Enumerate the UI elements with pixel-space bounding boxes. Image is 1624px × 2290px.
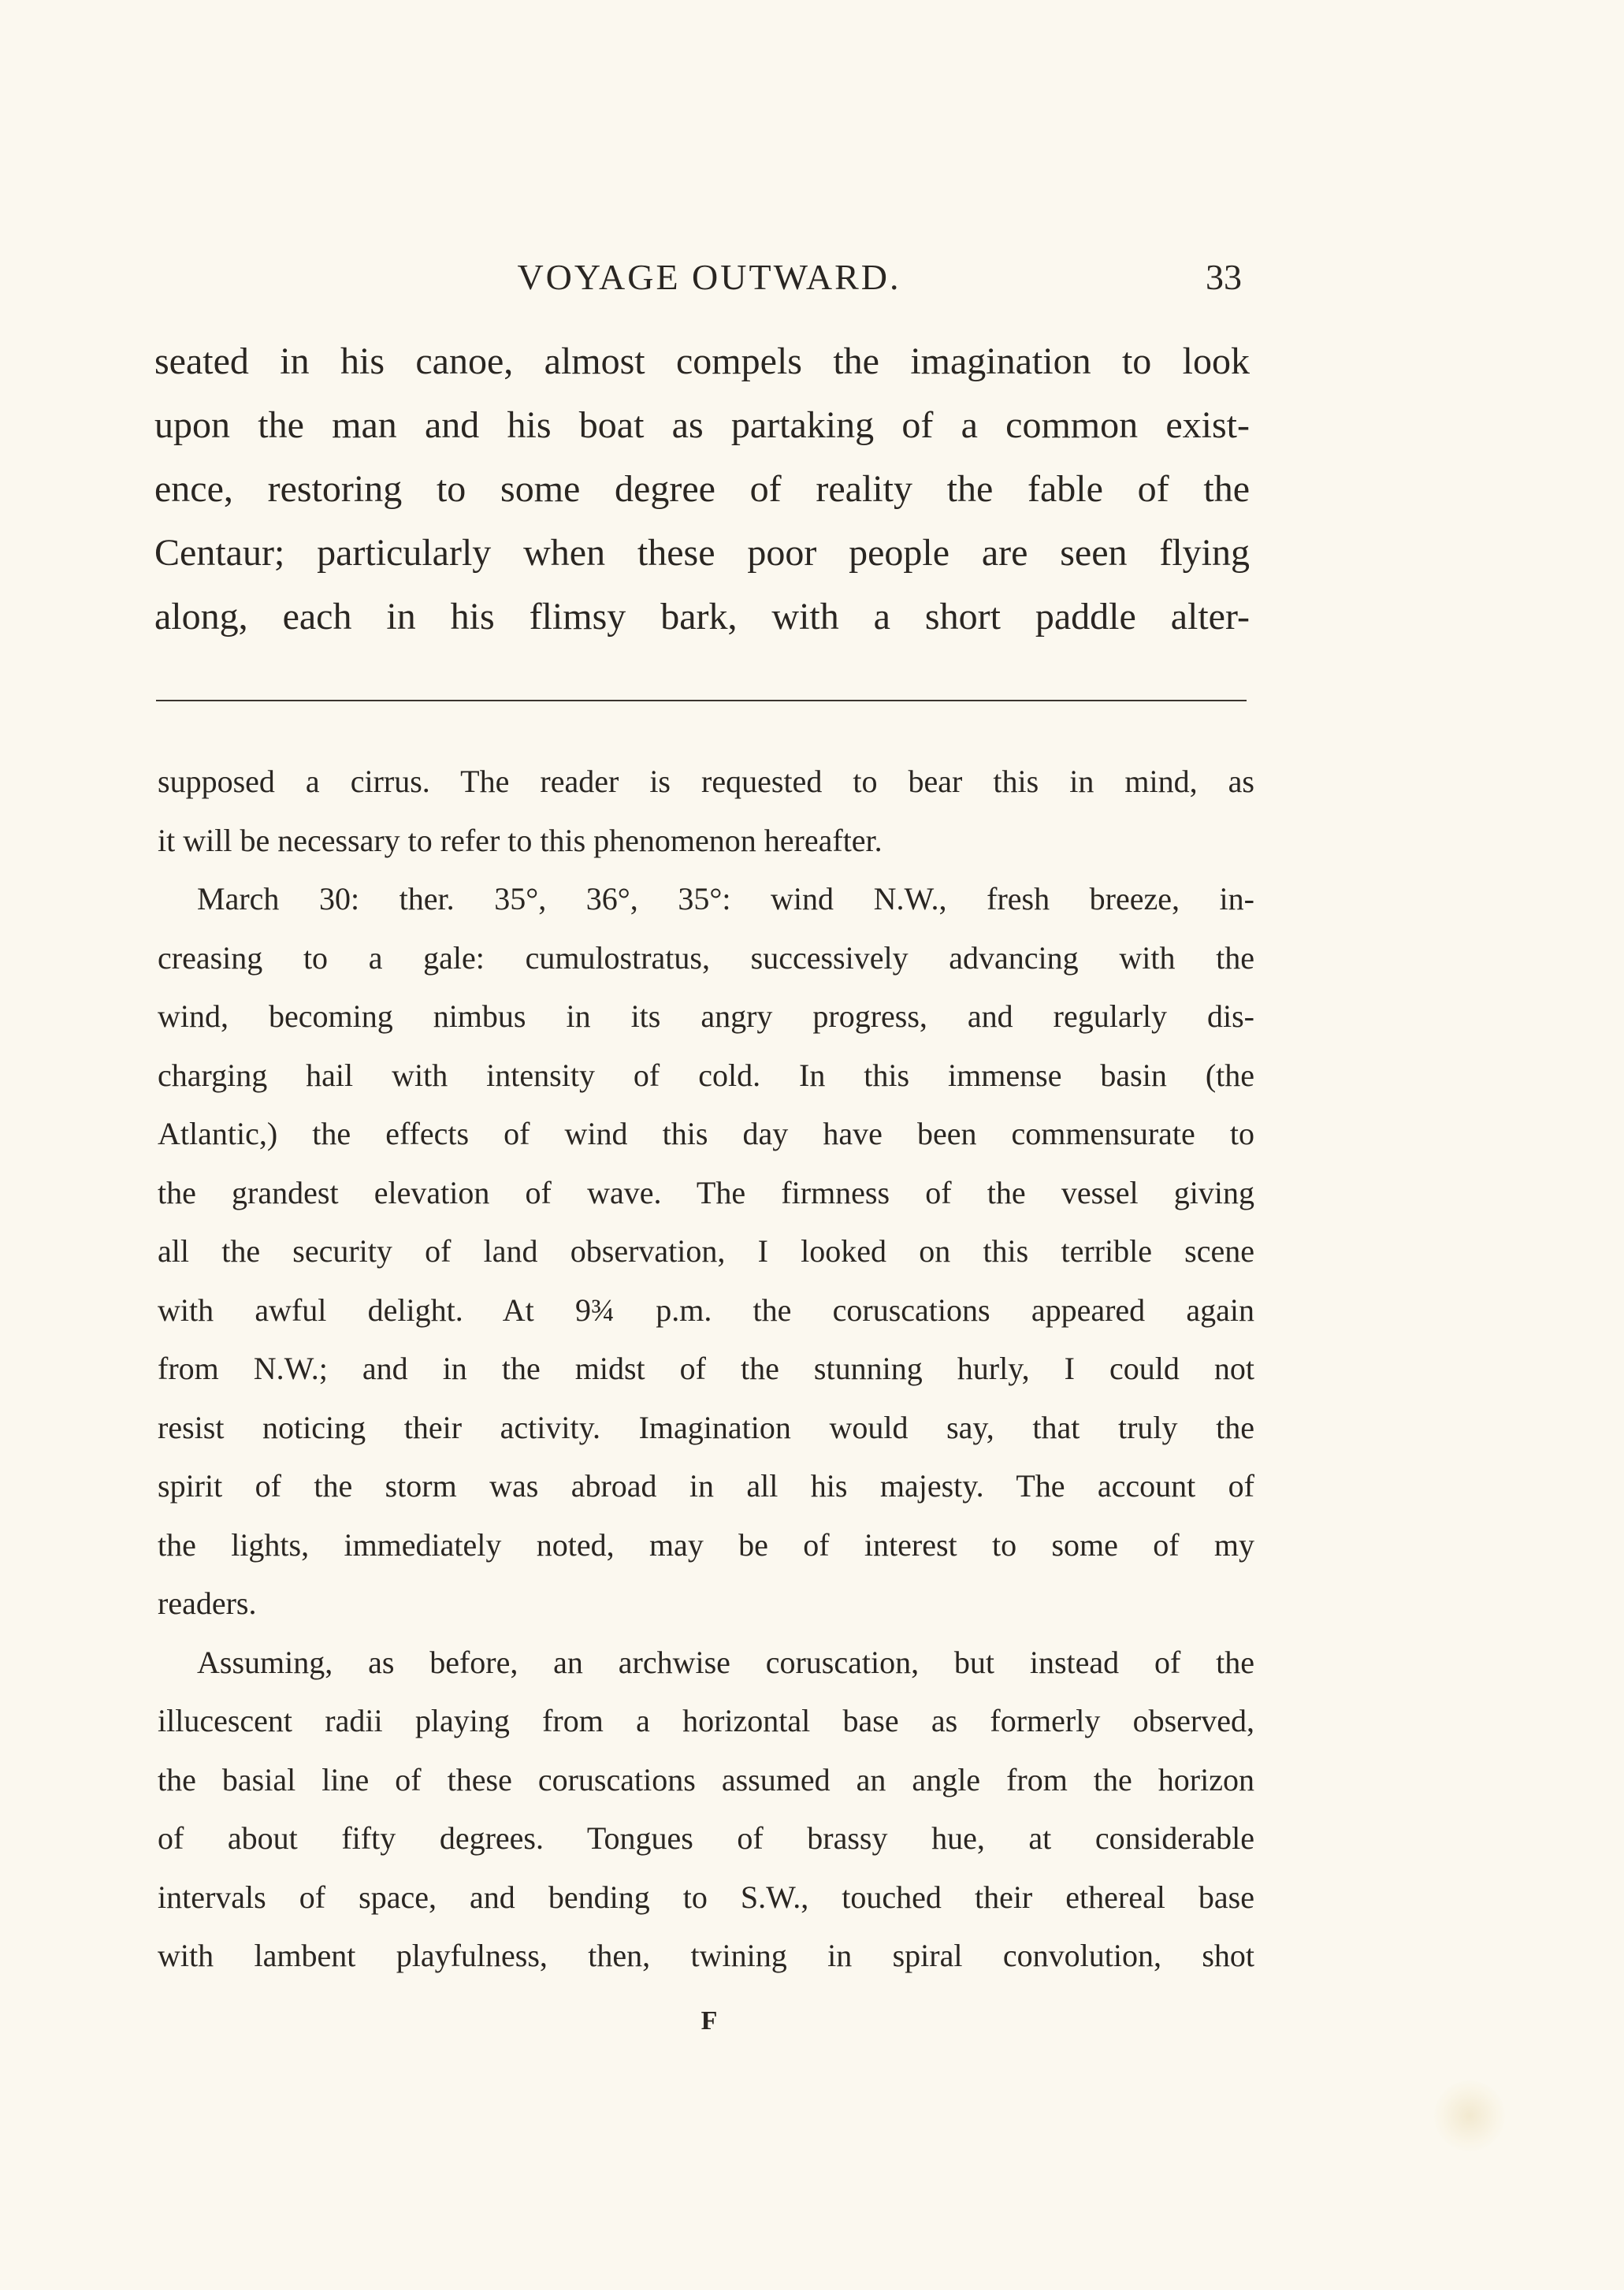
main-text-line: along, each in his flimsy bark, with a short paddle alter- bbox=[154, 596, 1250, 638]
footnote-line: from N.W.; and in the midst of the stunning hurly, I could not bbox=[158, 1351, 1254, 1386]
main-text-line: Centaur; particularly when these poor people are seen flying bbox=[154, 532, 1250, 574]
main-text-line: seated in his canoe, almost compels the imagination to look bbox=[154, 340, 1250, 382]
signature-mark: F bbox=[701, 2006, 718, 2035]
footnote-line: it will be necessary to refer to this phenomenon hereafter. bbox=[158, 822, 883, 858]
page-number: 33 bbox=[1206, 257, 1242, 297]
footnote-line: the basial line of these coruscations assumed an angle from the horizon bbox=[158, 1761, 1254, 1797]
footnote bbox=[158, 753, 1254, 1986]
footnote-line: resist noticing their activity. Imagination would say, that truly the bbox=[158, 1409, 1254, 1445]
footnote-line: wind, becoming nimbus in its angry progress, and regularly dis- bbox=[158, 998, 1254, 1034]
running-title: VOYAGE OUTWARD. bbox=[517, 257, 901, 297]
footnote-line: illucescent radii playing from a horizontal base as formerly observed, bbox=[158, 1703, 1254, 1738]
footnote-line: spirit of the storm was abroad in all his majesty. The account of bbox=[158, 1468, 1254, 1504]
footnote-line: of about fifty degrees. Tongues of brassy hue, at considerable bbox=[158, 1820, 1254, 1856]
footnote-line: Atlantic,) the effects of wind this day have been commensurate to bbox=[158, 1116, 1254, 1151]
footnote-line: Assuming, as before, an archwise coruscation, but instead of the bbox=[197, 1644, 1254, 1680]
main-text-line: upon the man and his boat as partaking of a common exist- bbox=[154, 404, 1250, 446]
footnote-line: all the security of land observation, I looked on this terrible scene bbox=[158, 1233, 1254, 1269]
main-text bbox=[154, 329, 1250, 649]
running-head bbox=[158, 254, 1261, 301]
footnote-line: charging hail with intensity of cold. In this immense basin (the bbox=[158, 1057, 1254, 1093]
footnote-line: with lambent playfulness, then, twining in spiral convolution, shot bbox=[158, 1938, 1254, 1973]
footnote-line: creasing to a gale: cumulostratus, successively advancing with the bbox=[158, 939, 1254, 976]
main-text-line: ence, restoring to some degree of reality the fable of the bbox=[154, 468, 1250, 510]
footnote-line: readers. bbox=[158, 1586, 257, 1621]
footnote-line: the grandest elevation of wave. The firmness of the vessel giving bbox=[158, 1174, 1254, 1210]
footnote-line: with awful delight. At 9¾ p.m. the coruscations appeared again bbox=[158, 1292, 1254, 1328]
paper-stain bbox=[1434, 2080, 1505, 2151]
footnote-line: intervals of space, and bending to S.W., touched their ethereal base bbox=[158, 1879, 1254, 1915]
footnote-line: supposed a cirrus. The reader is requested to bear this in mind, as bbox=[158, 764, 1254, 799]
footnote-line: the lights, immediately noted, may be of interest to some of my bbox=[158, 1526, 1254, 1563]
footnote-line: March 30: ther. 35°, 36°, 35°: wind N.W., fresh breeze, in- bbox=[197, 881, 1254, 916]
footnote-rule bbox=[156, 700, 1247, 701]
